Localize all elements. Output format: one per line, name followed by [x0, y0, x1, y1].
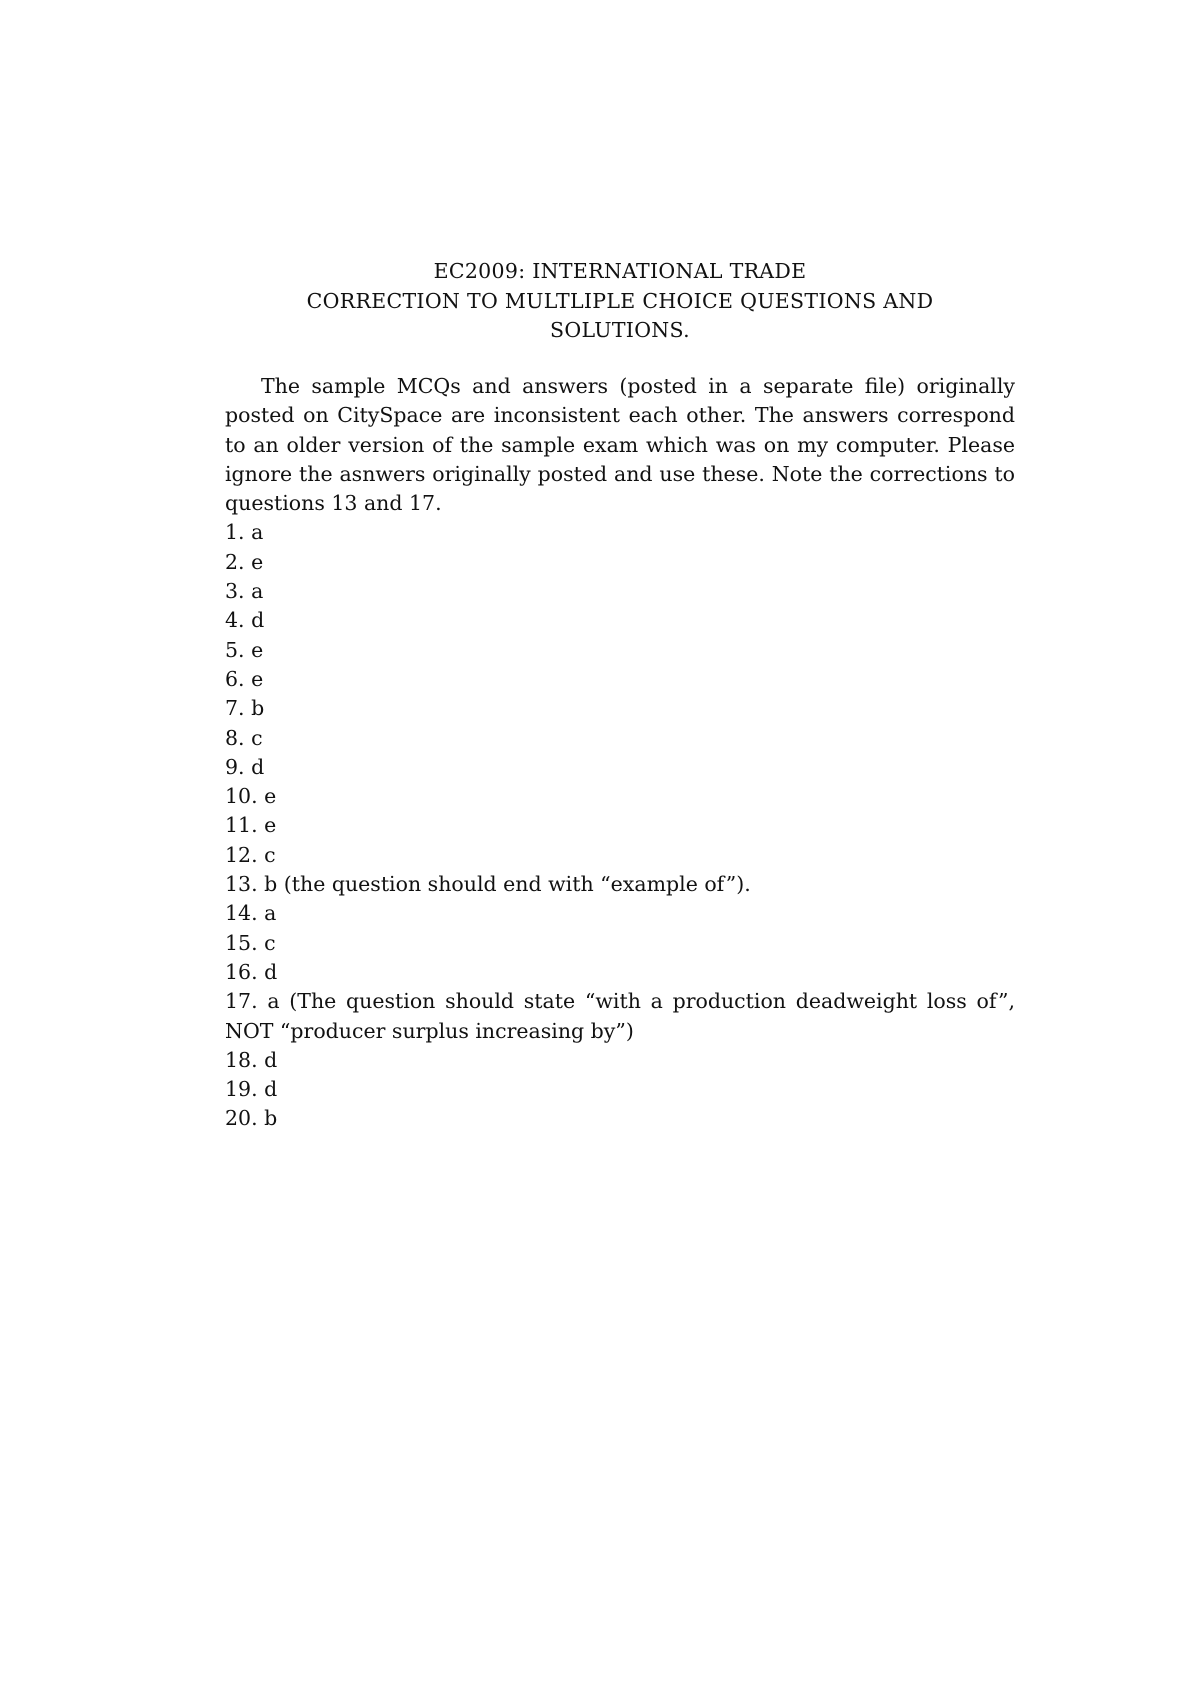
answer-list	[225, 518, 1015, 1133]
answer-item: 15. c	[225, 930, 276, 955]
answer-item: 2. e	[225, 549, 264, 574]
answer-item: 7. b	[225, 696, 265, 721]
answer-item: 5. e	[225, 637, 264, 662]
title-line-heading-cont: SOLUTIONS.	[550, 318, 690, 342]
answer-item: 17. a (The question should state “with a production deadweight loss of”, NOT “producer surplus increasing by”)	[225, 989, 1015, 1043]
answer-item: 9. d	[225, 754, 265, 779]
title-line-course: EC2009: INTERNATIONAL TRADE	[433, 259, 807, 283]
answer-item: 6. e	[225, 666, 264, 691]
answer-item: 10. e	[225, 784, 277, 809]
answer-item: 11. e	[225, 813, 277, 838]
answer-item: 19. d	[225, 1077, 278, 1102]
answer-item: 14. a	[225, 901, 277, 926]
document-title	[0, 257, 1200, 346]
document-body	[225, 372, 1015, 1134]
title-line-heading: CORRECTION TO MULTLIPLE CHOICE QUESTIONS AND	[306, 288, 934, 313]
answer-item: 18. d	[225, 1047, 278, 1072]
answer-item: 4. d	[225, 608, 265, 633]
answer-item: 20. b	[225, 1106, 278, 1131]
answer-item: 8. c	[225, 725, 263, 750]
answer-item: 16. d	[225, 959, 278, 984]
answer-item: 12. c	[225, 842, 276, 867]
answer-item: 1. a	[225, 520, 264, 545]
intro-paragraph: The sample MCQs and answers (posted in a separate file) originally posted on CitySpace are inconsistent each other. The answers correspond to an older version of the sample exam which was on my computer. Please ignore the asnwers originally posted and use these. Note the corrections to questions 13 and 17.	[225, 374, 1015, 516]
answer-item: 13. b (the question should end with “example of”).	[225, 872, 751, 897]
answer-item: 3. a	[225, 579, 264, 604]
